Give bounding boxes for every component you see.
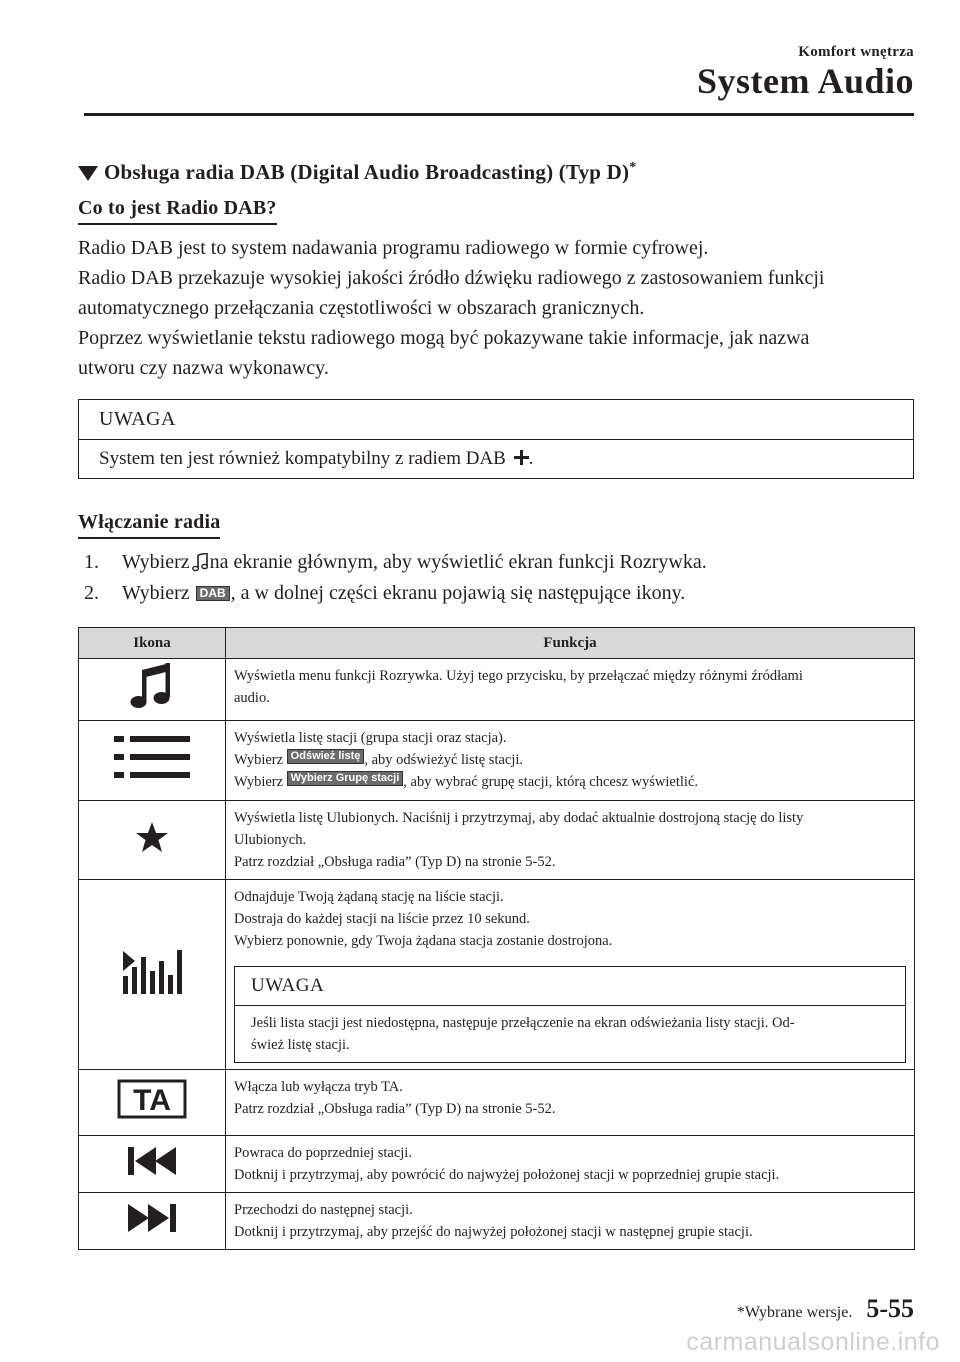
icon-cell [79,801,226,880]
icon-cell [79,659,226,721]
note-text: System ten jest również kompatybilny z radiem DAB [99,448,506,469]
function-line: Powraca do poprzedniej stacji. [234,1145,412,1161]
paragraph-line: automatycznego przełączania częstotliwości w obszarach granicznych. [78,297,645,319]
function-line: Ulubionych. [234,832,307,848]
function-line: Wyświetla listę Ulubionych. Naciśnij i przytrzymaj, aby dodać aktualnie dostrojoną stację do listy [234,810,804,826]
subheading-enable-radio: Włączanie radia [78,511,220,539]
music-note-icon [129,661,175,711]
function-line: Odnajduje Twoją żądaną stację na liście stacji. [234,889,504,905]
steps-list [78,547,914,609]
dab-description [78,233,914,383]
music-note-icon [192,553,208,573]
function-line: Wybierz ponownie, gdy Twoja żądana stacja zostanie dostrojona. [234,933,613,949]
header-divider [84,113,914,116]
function-text: Wybierz [234,752,284,768]
ta-icon [117,1079,187,1119]
section-heading-text: Obsługa radia DAB (Digital Audio Broadcasting) (Typ D) [104,160,630,184]
dab-button: DAB [196,586,230,601]
function-line [234,771,906,793]
ta-icon-text: TA [133,1084,171,1117]
table-row [79,1193,915,1250]
page-content [78,160,914,1250]
function-line: Przechodzi do następnej stacji. [234,1202,413,1218]
function-cell [226,659,915,721]
page-header [697,44,914,101]
function-text: , aby odświeżyć listę stacji. [364,752,524,768]
function-line: Wyświetla menu funkcji Rozrywka. Użyj tego przycisku, by przełączać między różnymi źródłami [234,668,803,684]
note-body [235,1006,905,1062]
watermark: carmanualsonline.info [686,1328,940,1356]
function-cell [226,880,915,1070]
table-row [79,801,915,880]
table-row [79,1070,915,1136]
select-station-group-button: Wybierz Grupę stacji [287,771,404,786]
icon-cell [79,1070,226,1136]
step-number: 2. [84,582,99,604]
step-item [78,578,914,609]
note-title: UWAGA [235,967,905,1006]
function-line [234,749,906,771]
icon-cell [79,1136,226,1193]
page-number: 5-55 [866,1294,914,1323]
page-footer [737,1294,914,1324]
function-line: Włącza lub wyłącza tryb TA. [234,1079,403,1095]
step-text-post: , a w dolnej części ekranu pojawią się następujące ikony. [230,582,686,604]
footnote: *Wybrane wersje. [736,1304,853,1321]
note-line: śwież listę stacji. [251,1037,350,1053]
icon-cell [79,721,226,801]
function-line: Patrz rozdział „Obsługa radia” (Typ D) na stronie 5-52. [234,854,556,870]
optional-mark: * [629,160,637,175]
icon-cell [79,1193,226,1250]
previous-track-icon [126,1144,178,1178]
paragraph-line: Poprzez wyświetlanie tekstu radiowego mogą być pokazywane takie informacje, jak nazwa [78,327,810,349]
note-title: UWAGA [79,400,913,440]
step-number: 1. [84,551,99,573]
table-row [79,721,915,801]
refresh-list-button: Odśwież listę [287,749,365,764]
function-cell [226,801,915,880]
note-box [234,966,906,1063]
scan-icon [121,947,183,995]
table-row [79,1136,915,1193]
step-item [78,547,914,578]
function-line: Dostraja do każdej stacji na liście przez 10 sekund. [234,911,530,927]
subheading-what-is-dab: Co to jest Radio DAB? [78,197,277,225]
step-text-pre: Wybierz [122,551,190,573]
function-cell [226,1070,915,1136]
paragraph-line: Radio DAB jest to system nadawania programu radiowego w formie cyfrowej. [78,237,709,259]
column-header-function: Funkcja [226,628,915,659]
list-icon [112,733,192,781]
paragraph-line: Radio DAB przekazuje wysokiej jakości źródło dźwięku radiowego z zastosowaniem funkcji [78,267,825,289]
step-text-post: na ekranie głównym, aby wyświetlić ekran funkcji Rozrywka. [209,551,707,573]
next-track-icon [126,1201,178,1235]
function-cell [226,1136,915,1193]
plus-icon [514,450,529,465]
chapter-title: Komfort wnętrza [798,44,914,60]
step-text-pre: Wybierz [122,582,190,604]
function-text: , aby wybrać grupę stacji, którą chcesz wyświetlić. [403,774,699,790]
table-row [79,659,915,721]
function-line: Patrz rozdział „Obsługa radia” (Typ D) na stronie 5-52. [234,1101,556,1117]
column-header-icon: Ikona [79,628,226,659]
icon-function-table [78,627,915,1250]
function-line: Wyświetla listę stacji (grupa stacji oraz stacja). [234,730,507,746]
star-icon [135,821,169,853]
note-body [79,440,913,478]
triangle-bullet-icon [78,166,98,181]
note-text-tail: . [528,448,534,469]
icon-cell [79,880,226,1070]
table-header-row [79,628,915,659]
function-line: Dotknij i przytrzymaj, aby przejść do najwyżej położonej stacji w następnej grupie stacji. [234,1224,753,1240]
table-row [79,880,915,1070]
section-title: System Audio [696,61,914,101]
note-line: Jeśli lista stacji jest niedostępna, następuje przełączenie na ekran odświeżania listy stacji. Od- [251,1015,795,1031]
function-line: audio. [234,690,270,706]
function-text: Wybierz [234,774,284,790]
function-cell [226,721,915,801]
section-heading [78,160,914,185]
note-box [78,399,914,479]
function-cell [226,1193,915,1250]
function-line: Dotknij i przytrzymaj, aby powrócić do najwyżej położonej stacji w poprzedniej grupie stacji. [234,1167,780,1183]
paragraph-line: utworu czy nazwa wykonawcy. [78,357,329,379]
